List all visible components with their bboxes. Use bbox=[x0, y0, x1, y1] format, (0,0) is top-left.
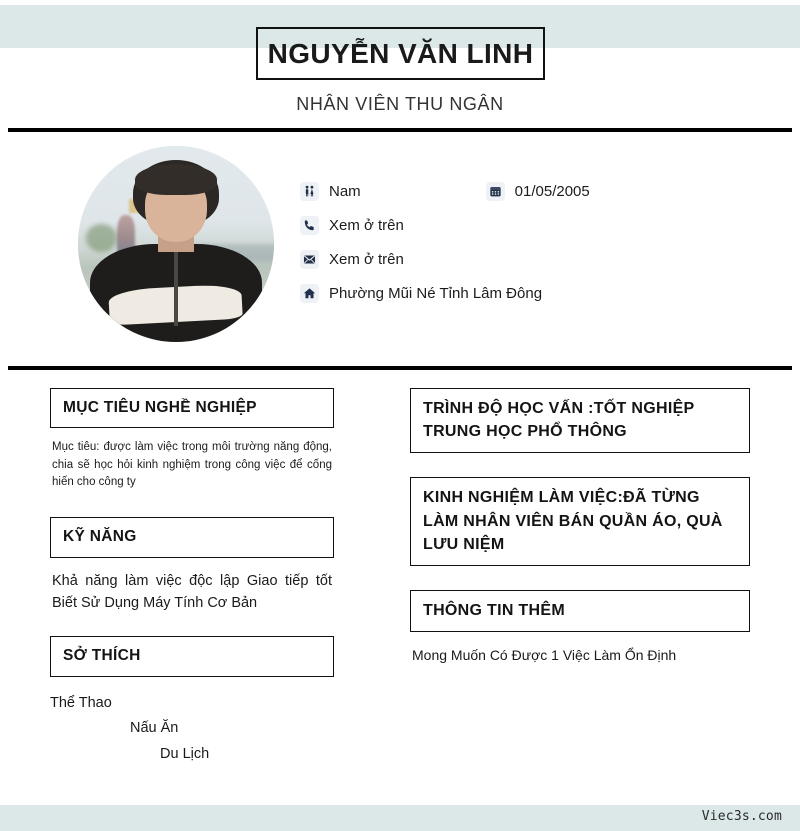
contact-item-address bbox=[300, 284, 542, 303]
section-hobbies-header bbox=[50, 636, 334, 676]
spacer bbox=[410, 566, 750, 590]
candidate-name-box bbox=[256, 27, 545, 80]
list-item: Thể Thao bbox=[50, 694, 112, 711]
section-title-education: TRÌNH ĐỘ HỌC VẤN :TỐT NGHIỆP TRUNG HỌC PHỔ THÔNG bbox=[423, 400, 695, 441]
section-body-skills: Khả năng làm việc độc lập Giao tiếp tốt Biết Sử Dụng Máy Tính Cơ Bản bbox=[52, 572, 332, 611]
phone-icon bbox=[300, 216, 319, 235]
right-column bbox=[410, 388, 750, 667]
section-title-experience: KINH NGHIỆM LÀM VIỆC:ĐÃ TỪNG LÀM NHÂN VIÊN BÁN QUẦN ÁO, QUÀ LƯU NIỆM bbox=[423, 489, 723, 553]
contact-row bbox=[300, 174, 770, 208]
section-additional-header bbox=[410, 590, 750, 632]
contact-item-phone bbox=[300, 216, 404, 235]
list-item: Nấu Ăn bbox=[130, 720, 179, 737]
contact-row bbox=[300, 276, 770, 310]
section-title-additional: THÔNG TIN THÊM bbox=[423, 601, 565, 619]
gender-icon bbox=[300, 182, 319, 201]
job-title: NHÂN VIÊN THU NGÂN bbox=[296, 94, 504, 114]
photo-jacket-zipper bbox=[174, 248, 178, 326]
email-icon bbox=[300, 250, 319, 269]
left-column bbox=[50, 388, 334, 767]
footer-watermark: Viec3s.com bbox=[701, 809, 782, 824]
section-title-hobbies: SỞ THÍCH bbox=[63, 647, 141, 665]
footer-band bbox=[0, 805, 800, 831]
hobby-list bbox=[50, 691, 334, 767]
contact-item-birthdate bbox=[486, 182, 590, 201]
page-title: NGUYỄN VĂN LINH bbox=[267, 37, 534, 69]
spacer bbox=[410, 453, 750, 477]
contact-item-email bbox=[300, 250, 404, 269]
section-experience-header bbox=[410, 477, 750, 566]
section-education-header bbox=[410, 388, 750, 453]
section-skills-header bbox=[50, 517, 334, 557]
photo-background-tree bbox=[86, 224, 117, 251]
profile-section bbox=[0, 136, 800, 362]
contact-row bbox=[300, 242, 770, 276]
calendar-icon bbox=[486, 182, 505, 201]
spacer bbox=[50, 614, 334, 636]
contact-value-birthdate: 01/05/2005 bbox=[514, 182, 590, 200]
section-body-objective: Mục tiêu: được làm việc trong môi trường năng động, chia sẽ học hỏi kinh nghiệm trong công việc để cống hiến cho công ty bbox=[52, 441, 332, 488]
home-icon bbox=[300, 284, 319, 303]
spacer bbox=[50, 491, 334, 517]
list-item: Du Lịch bbox=[160, 745, 210, 762]
section-title-skills: KỸ NĂNG bbox=[63, 528, 137, 546]
contact-value-phone: Xem ở trên bbox=[329, 216, 404, 234]
section-body-additional: Mong Muốn Có Được 1 Việc Làm Ổn Định bbox=[412, 647, 677, 664]
photo-fringe bbox=[135, 164, 217, 195]
contact-list bbox=[300, 174, 770, 310]
contact-value-email: Xem ở trên bbox=[329, 250, 404, 268]
cv-body bbox=[0, 370, 800, 780]
contact-value-address: Phường Mũi Né Tỉnh Lâm Đông bbox=[329, 284, 543, 302]
avatar bbox=[78, 146, 274, 342]
section-objective-header bbox=[50, 388, 334, 428]
contact-value-gender: Nam bbox=[329, 182, 361, 200]
divider-top bbox=[8, 128, 792, 132]
section-title-objective: MỤC TIÊU NGHỀ NGHIỆP bbox=[63, 399, 257, 416]
contact-row bbox=[300, 208, 770, 242]
contact-item-gender bbox=[300, 182, 361, 201]
